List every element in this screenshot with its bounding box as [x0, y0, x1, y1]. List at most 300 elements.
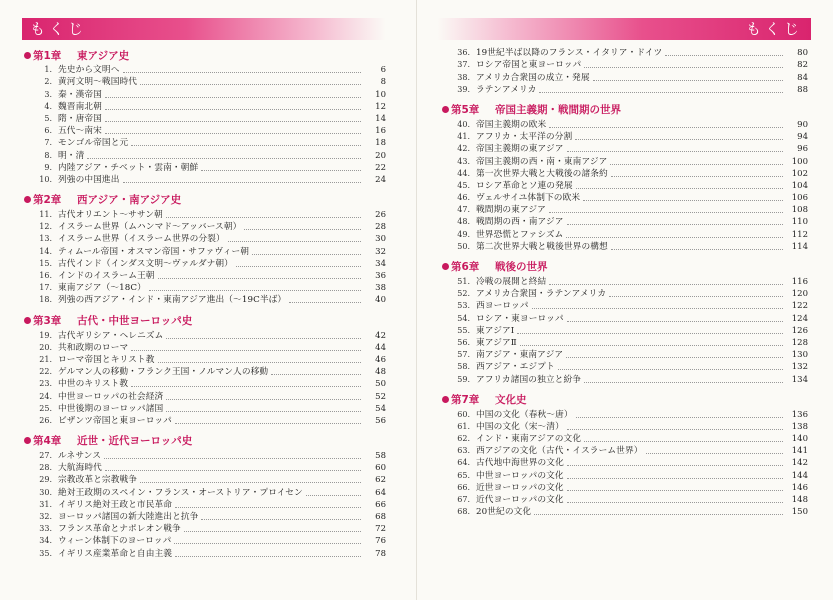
toc-entry	[442, 373, 808, 385]
entry-number: 42.	[457, 144, 470, 154]
entry-number: 56.	[457, 337, 470, 347]
entry-page-number: 122	[791, 301, 808, 312]
entry-page-number: 116	[791, 277, 808, 287]
entry-title: 中世後期のヨーロッパ諸国	[58, 403, 164, 414]
entry-title: ロシア革命とソ連の発展	[476, 180, 573, 191]
entry-number: 57.	[457, 350, 470, 360]
dot-leader	[584, 67, 783, 68]
bullet-icon	[24, 437, 31, 444]
entry-number: 14.	[39, 246, 52, 256]
dot-leader	[271, 374, 361, 375]
chapter-heading	[24, 47, 386, 63]
toc-entry	[442, 325, 808, 337]
entry-page-number: 64	[375, 487, 386, 498]
entry-page-number: 8	[380, 77, 386, 88]
toc-entry	[24, 88, 386, 100]
entry-page-number: 22	[375, 162, 386, 173]
entry-title: 世界恐慌とファシズム	[476, 229, 564, 240]
entry-number: 61.	[457, 421, 470, 431]
toc-entry	[24, 162, 386, 174]
entry-title: 古代インド（インダス文明～ヴァルダナ朝）	[58, 258, 233, 269]
entry-number: 40.	[457, 119, 470, 129]
entry-number: 50.	[457, 241, 470, 251]
entry-number: 52.	[457, 289, 470, 299]
entry-number: 1.	[44, 65, 52, 75]
entry-page-number: 134	[791, 374, 808, 385]
chapter-title: 古代・中世ヨーロッパ史	[77, 314, 193, 327]
entry-number: 2.	[44, 77, 52, 87]
toc-entry	[442, 506, 808, 518]
dot-leader	[611, 249, 783, 250]
dot-leader	[104, 458, 361, 459]
chapter-label: 第1章	[33, 49, 62, 62]
entry-title: 帝国主義期の欧米	[476, 119, 547, 130]
entry-page-number: 80	[797, 48, 808, 59]
dot-leader	[566, 237, 783, 238]
entry-title: 第二次世界大戦と戦後世界の構想	[476, 241, 608, 252]
entry-number: 27.	[39, 451, 52, 461]
chapter-heading	[442, 392, 808, 408]
entry-number: 49.	[457, 229, 470, 239]
entry-number: 38.	[457, 72, 470, 82]
entry-title: 古代地中海世界の文化	[476, 458, 564, 469]
dot-leader	[567, 490, 783, 491]
entry-number: 30.	[39, 487, 52, 497]
toc-entry	[442, 84, 808, 96]
entry-page-number: 72	[375, 524, 386, 535]
toc-entry	[24, 245, 386, 257]
bullet-icon	[442, 396, 449, 403]
entry-number: 28.	[39, 463, 52, 473]
entry-title: ティムール帝国・オスマン帝国・サファヴィー朝	[58, 246, 250, 257]
entry-number: 45.	[457, 180, 470, 190]
entry-page-number: 32	[375, 246, 386, 257]
dot-leader	[575, 139, 783, 140]
entry-title: フランス革命とナポレオン戦争	[58, 524, 181, 535]
toc-entry	[442, 482, 808, 494]
bullet-icon	[24, 317, 31, 324]
entry-title: 帝国主義期の西・南・東南アジア	[476, 156, 608, 167]
entry-page-number: 26	[375, 210, 386, 221]
entry-page-number: 132	[791, 362, 808, 373]
toc-entry	[24, 101, 386, 113]
entry-page-number: 142	[791, 458, 808, 469]
entry-number: 10.	[39, 174, 52, 184]
entry-number: 12.	[39, 222, 52, 232]
entry-title: 古代オリエント～ササン朝	[58, 210, 163, 221]
entry-page-number: 148	[791, 495, 808, 505]
toc-entry	[24, 474, 386, 486]
toc-entry	[442, 155, 808, 167]
toc-entry	[442, 143, 808, 155]
entry-title: 中国の文化（春秋～唐）	[476, 409, 573, 420]
bullet-icon	[24, 52, 31, 59]
entry-number: 41.	[457, 132, 470, 142]
toc-entry	[442, 300, 808, 312]
toc-entry	[442, 312, 808, 324]
entry-number: 67.	[457, 495, 470, 504]
chapter-label: 第3章	[33, 314, 62, 327]
dot-leader	[583, 200, 783, 201]
toc-entry	[24, 390, 386, 402]
entry-page-number: 82	[797, 60, 808, 71]
entry-page-number: 128	[791, 337, 808, 348]
entry-number: 53.	[457, 301, 470, 311]
entry-title: ロシア・東ヨーロッパ	[476, 313, 564, 324]
entry-title: ラテンアメリカ	[476, 84, 537, 95]
toc-entry	[442, 433, 808, 445]
entry-title: 近代ヨーロッパの文化	[476, 495, 564, 505]
bullet-icon	[442, 106, 449, 113]
bullet-icon	[24, 196, 31, 203]
entry-page-number: 6	[380, 65, 386, 76]
chapter-label: 第5章	[451, 104, 480, 117]
entry-page-number: 56	[375, 415, 386, 426]
toc-header-bar	[22, 18, 386, 40]
entry-title: 大航海時代	[58, 463, 102, 474]
toc-entry	[442, 119, 808, 131]
entry-number: 3.	[44, 89, 52, 99]
entry-number: 19.	[39, 330, 52, 340]
dot-leader	[567, 465, 783, 466]
entry-title: 明・清	[58, 150, 85, 161]
entry-title: 黄河文明～戦国時代	[58, 77, 138, 88]
entry-title: アメリカ合衆国の成立・発展	[476, 72, 590, 83]
dot-leader	[611, 176, 783, 177]
toc-entry	[442, 421, 808, 433]
entry-title: 西ヨーロッパ	[476, 301, 529, 312]
entry-number: 13.	[39, 234, 52, 244]
dot-leader	[610, 164, 783, 165]
dot-leader	[567, 502, 783, 503]
toc-entry	[24, 511, 386, 523]
dot-leader	[166, 338, 361, 339]
entry-title: 古代ギリシア・ヘレニズム	[58, 330, 164, 341]
dot-leader	[140, 84, 361, 85]
toc-left-list	[24, 47, 386, 560]
toc-entry	[442, 349, 808, 361]
toc-entry	[24, 378, 386, 390]
entry-title: ゲルマン人の移動・フランク王国・ノルマン人の移動	[58, 367, 269, 378]
entry-title: 先史から文明へ	[58, 65, 120, 76]
toc-entry	[24, 174, 386, 186]
dot-leader	[576, 417, 783, 418]
entry-page-number: 52	[375, 391, 386, 402]
dot-leader	[175, 423, 361, 424]
dot-leader	[158, 278, 361, 279]
dot-leader	[584, 382, 783, 383]
entry-title: イスラーム世界（イスラーム世界の分裂）	[58, 234, 225, 245]
entry-number: 62.	[457, 434, 470, 444]
entry-title: 中国の文化（宋～清）	[476, 421, 564, 432]
chapter-label: 第7章	[451, 394, 480, 406]
toc-header-title: もくじ	[30, 20, 88, 38]
dot-leader	[236, 266, 361, 267]
entry-number: 46.	[457, 193, 470, 203]
entry-number: 43.	[457, 156, 470, 166]
entry-number: 44.	[457, 168, 470, 178]
dot-leader	[149, 290, 361, 291]
toc-entry	[442, 288, 808, 300]
chapter-heading	[24, 312, 386, 328]
dot-leader	[201, 170, 361, 171]
entry-page-number: 110	[791, 217, 808, 228]
toc-entry	[24, 403, 386, 415]
entry-title: 冷戦の展開と終結	[476, 277, 547, 287]
entry-page-number: 36	[375, 271, 386, 281]
entry-title: 西アジアの文化（古代・イスラーム世界）	[476, 446, 643, 457]
dot-leader	[665, 55, 783, 56]
entry-page-number: 140	[791, 434, 808, 445]
toc-entry	[442, 276, 808, 288]
entry-page-number: 144	[791, 470, 808, 481]
toc-entry	[442, 216, 808, 228]
entry-page-number: 120	[791, 289, 808, 300]
dot-leader	[289, 302, 361, 303]
dot-leader	[123, 72, 361, 73]
entry-title: 中世のキリスト教	[58, 379, 129, 390]
dot-leader	[576, 188, 783, 189]
entry-title: ルネサンス	[58, 451, 101, 462]
entry-number: 6.	[44, 126, 52, 136]
entry-page-number: 34	[375, 258, 386, 269]
toc-header-bar	[437, 18, 811, 40]
entry-title: 列強の西アジア・インド・東南アジア進出（～19C半ば）	[58, 295, 287, 306]
toc-entry	[24, 209, 386, 221]
toc-entry	[24, 486, 386, 498]
entry-page-number: 100	[791, 156, 808, 167]
dot-leader	[105, 109, 361, 110]
dot-leader	[646, 453, 783, 454]
entry-title: 隋・唐帝国	[58, 113, 102, 124]
entry-page-number: 90	[797, 119, 808, 130]
dot-leader	[566, 357, 783, 358]
entry-page-number: 10	[375, 89, 386, 100]
toc-right-list	[442, 47, 808, 518]
entry-page-number: 40	[375, 295, 386, 306]
entry-page-number: 130	[791, 350, 808, 361]
entry-number: 24.	[39, 391, 52, 401]
entry-title: アメリカ合衆国・ラテンアメリカ	[476, 289, 607, 300]
entry-page-number: 46	[375, 354, 386, 365]
entry-page-number: 76	[375, 536, 386, 547]
entry-number: 66.	[457, 482, 470, 492]
chapter-title: 戦後の世界	[495, 261, 548, 274]
dot-leader	[131, 145, 361, 146]
toc-entry	[442, 59, 808, 71]
entry-title: ヨーロッパ諸国の新大陸進出と抗争	[58, 512, 199, 522]
entry-number: 26.	[39, 415, 52, 425]
toc-entry	[24, 137, 386, 149]
toc-entry	[442, 47, 808, 59]
entry-page-number: 20	[375, 150, 386, 161]
entry-number: 55.	[457, 325, 470, 335]
entry-title: イスラーム世界（ムハンマド～アッバース朝）	[58, 222, 242, 233]
entry-page-number: 96	[797, 144, 808, 155]
entry-number: 5.	[44, 113, 52, 123]
entry-number: 36.	[457, 48, 470, 58]
dot-leader	[105, 133, 361, 134]
toc-entry	[442, 204, 808, 216]
entry-title: 列強の中国進出	[58, 174, 120, 185]
dot-leader	[567, 429, 783, 430]
entry-title: 東アジアⅠ	[476, 325, 515, 336]
toc-entry	[24, 64, 386, 76]
toc-entry	[442, 71, 808, 83]
entry-number: 23.	[39, 379, 52, 389]
toc-entry	[442, 457, 808, 469]
entry-page-number: 18	[375, 138, 386, 149]
bullet-icon	[442, 263, 449, 270]
chapter-heading	[442, 259, 808, 275]
entry-page-number: 14	[375, 113, 386, 124]
entry-title: インドのイスラーム王朝	[58, 271, 155, 281]
toc-entry	[442, 361, 808, 373]
chapter-heading	[24, 433, 386, 449]
entry-title: 内陸アジア・チベット・雲南・朝鮮	[58, 162, 199, 173]
entry-number: 7.	[44, 138, 52, 148]
entry-page-number: 141	[791, 446, 808, 457]
entry-title: ビザンツ帝国と東ヨーロッパ	[58, 415, 172, 426]
toc-entry	[24, 125, 386, 137]
entry-title: 宗教改革と宗教戦争	[58, 475, 138, 486]
entry-title: ロシア帝国と東ヨーロッパ	[476, 60, 582, 71]
entry-page-number: 150	[791, 507, 808, 518]
toc-entry	[24, 523, 386, 535]
entry-page-number: 114	[791, 241, 808, 252]
toc-header-title: もくじ	[745, 20, 803, 38]
entry-page-number: 30	[375, 234, 386, 245]
entry-title: アフリカ諸国の独立と紛争	[476, 374, 582, 385]
entry-title: ウィーン体制下のヨーロッパ	[58, 536, 172, 547]
toc-entry	[442, 168, 808, 180]
entry-number: 9.	[44, 162, 52, 172]
dot-leader	[184, 531, 361, 532]
entry-title: 帝国主義期の東アジア	[476, 144, 564, 155]
entry-page-number: 136	[791, 409, 808, 420]
toc-entry	[24, 149, 386, 161]
dot-leader	[534, 514, 783, 515]
dot-leader	[174, 543, 361, 544]
toc-entry	[442, 192, 808, 204]
entry-title: 20世紀の文化	[476, 507, 532, 518]
dot-leader	[539, 92, 783, 93]
dot-leader	[567, 478, 783, 479]
entry-number: 21.	[39, 354, 52, 364]
entry-number: 32.	[39, 512, 52, 521]
entry-page-number: 88	[797, 84, 808, 95]
entry-title: 東南アジア（～18C）	[58, 283, 146, 294]
entry-number: 68.	[457, 507, 470, 517]
dot-leader	[123, 182, 361, 183]
dot-leader	[228, 241, 361, 242]
dot-leader	[517, 333, 783, 334]
entry-number: 4.	[44, 101, 52, 111]
dot-leader	[558, 369, 783, 370]
dot-leader	[105, 97, 361, 98]
entry-title: アフリカ・太平洋の分割	[476, 132, 573, 143]
entry-page-number: 84	[797, 72, 808, 83]
entry-page-number: 78	[375, 548, 386, 559]
toc-entry	[24, 221, 386, 233]
entry-title: 19世紀半ば以降のフランス・イタリア・ドイツ	[476, 48, 663, 59]
entry-page-number: 50	[375, 379, 386, 390]
entry-page-number: 12	[375, 101, 386, 112]
chapter-heading	[442, 102, 808, 118]
dot-leader	[166, 399, 361, 400]
entry-number: 15.	[39, 258, 52, 268]
entry-page-number: 42	[375, 330, 386, 341]
dot-leader	[105, 121, 361, 122]
entry-page-number: 146	[791, 482, 808, 493]
entry-title: 戦間期の西・南アジア	[476, 217, 564, 228]
entry-number: 34.	[39, 536, 52, 546]
dot-leader	[549, 127, 783, 128]
toc-entry	[24, 354, 386, 366]
toc-entry	[24, 76, 386, 88]
entry-page-number: 138	[791, 421, 808, 432]
entry-title: 絶対王政期のスペイン・フランス・オーストリア・プロイセン	[58, 487, 303, 498]
dot-leader	[549, 284, 783, 285]
toc-entry	[24, 342, 386, 354]
chapter-label: 第4章	[33, 435, 62, 448]
entry-page-number: 126	[791, 325, 808, 336]
entry-page-number: 58	[375, 451, 386, 462]
chapter-title: 西アジア・南アジア史	[77, 194, 182, 207]
toc-entry	[24, 366, 386, 378]
entry-page-number: 48	[375, 367, 386, 378]
entry-number: 35.	[39, 548, 52, 558]
entry-page-number: 66	[375, 499, 386, 510]
toc-entry	[442, 228, 808, 240]
entry-number: 48.	[457, 217, 470, 227]
entry-number: 65.	[457, 470, 470, 480]
toc-entry	[24, 499, 386, 511]
entry-title: 共和政期のローマ	[58, 342, 129, 353]
entry-page-number: 68	[375, 512, 386, 522]
dot-leader	[166, 217, 361, 218]
dot-leader	[520, 345, 783, 346]
dot-leader	[609, 296, 783, 297]
dot-leader	[158, 362, 362, 363]
dot-leader	[584, 441, 783, 442]
dot-leader	[201, 519, 361, 520]
chapter-title: 文化史	[495, 394, 527, 406]
dot-leader	[131, 350, 361, 351]
toc-entry	[24, 547, 386, 559]
dot-leader	[532, 308, 783, 309]
entry-number: 11.	[39, 210, 52, 220]
chapter-label: 第6章	[451, 261, 480, 274]
dot-leader	[244, 229, 361, 230]
entry-number: 29.	[39, 475, 52, 485]
toc-entry	[24, 233, 386, 245]
entry-page-number: 124	[791, 313, 808, 324]
entry-page-number: 28	[375, 222, 386, 233]
entry-page-number: 104	[791, 180, 808, 191]
toc-entry	[24, 450, 386, 462]
dot-leader	[131, 386, 361, 387]
entry-title: ヴェルサイユ体制下の欧米	[476, 193, 581, 204]
toc-entry	[24, 415, 386, 427]
entry-title: 西アジア・エジプト	[476, 362, 555, 373]
entry-number: 63.	[457, 446, 470, 456]
dot-leader	[567, 321, 783, 322]
entry-number: 16.	[39, 271, 52, 280]
entry-title: インド・東南アジアの文化	[476, 434, 582, 445]
dot-leader	[593, 80, 783, 81]
entry-title: 東アジアⅡ	[476, 337, 517, 348]
